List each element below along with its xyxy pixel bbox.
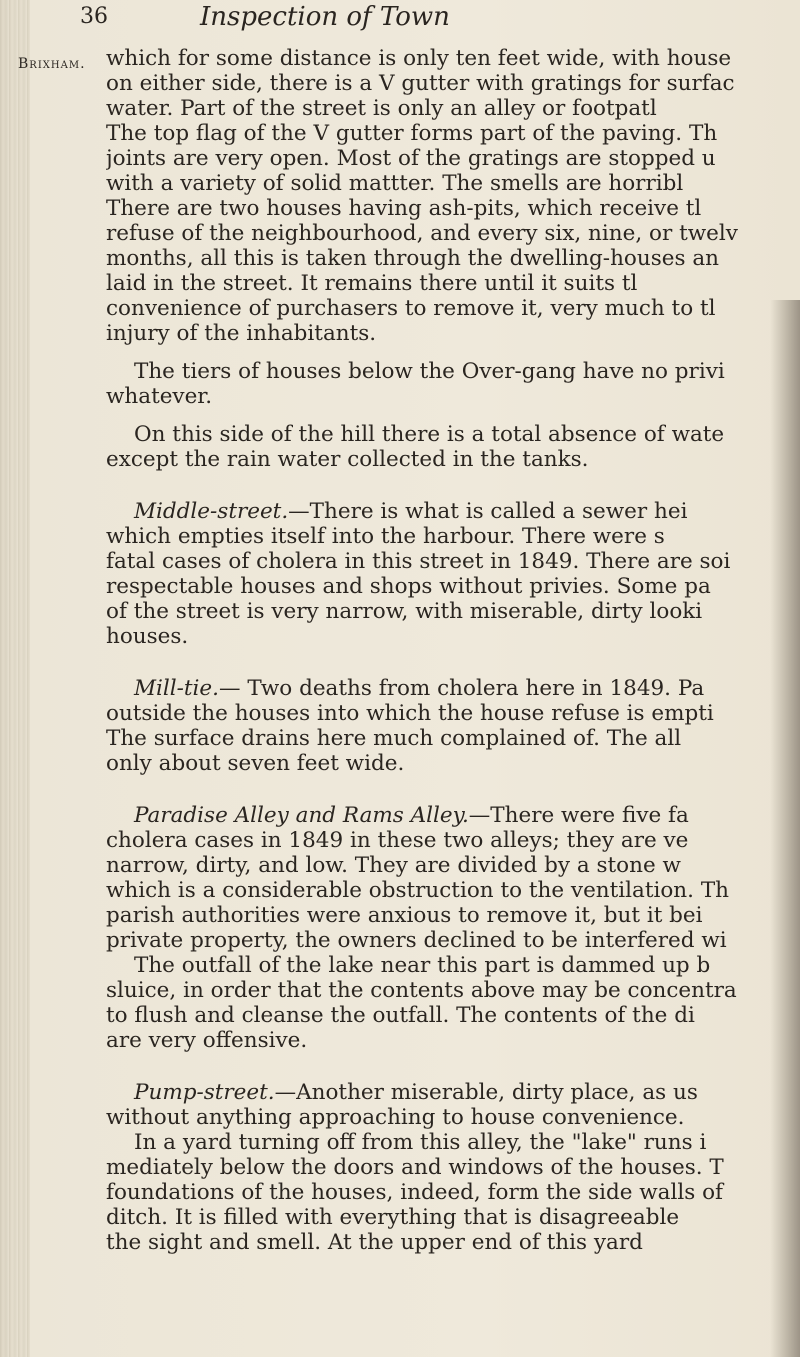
paragraph-pump-street bbox=[106, 1080, 800, 1255]
text-line: injury of the inhabitants. bbox=[106, 321, 377, 346]
text-line: narrow, dirty, and low. They are divided by a stone w bbox=[106, 853, 681, 878]
text-line: without anything approaching to house convenience. bbox=[106, 1105, 685, 1130]
book-binding-shadow bbox=[0, 0, 30, 1357]
text-line: sluice, in order that the contents above may be concentra bbox=[106, 978, 737, 1003]
section-heading: Paradise Alley and Rams Alley. bbox=[134, 803, 469, 828]
text-line: with a variety of solid mattter. The smells are horribl bbox=[106, 171, 684, 196]
text-line: parish authorities were anxious to remove it, but it bei bbox=[106, 903, 703, 928]
text-line: which for some distance is only ten feet wide, with house bbox=[106, 46, 732, 71]
text-line: The tiers of houses below the Over-gang have no privi bbox=[134, 359, 725, 384]
paragraph-2 bbox=[106, 359, 800, 409]
page-number: 36 bbox=[80, 4, 108, 29]
text-line: private property, the owners declined to be interfered wi bbox=[106, 928, 727, 953]
text-line: The surface drains here much complained of. The all bbox=[106, 726, 682, 751]
text-line: joints are very open. Most of the gratings are stopped u bbox=[106, 146, 716, 171]
text-line: which empties itself into the harbour. There were s bbox=[106, 524, 665, 549]
text-line: foundations of the houses, indeed, form the side walls of bbox=[106, 1180, 724, 1205]
text-line: respectable houses and shops without privies. Some pa bbox=[106, 574, 711, 599]
text-line: outside the houses into which the house refuse is empti bbox=[106, 701, 714, 726]
text-line: water. Part of the street is only an alley or footpatl bbox=[106, 96, 657, 121]
page-header bbox=[0, 0, 800, 44]
text-line bbox=[106, 1080, 800, 1105]
paragraph-mill-tie bbox=[106, 676, 800, 776]
paragraph-paradise-alley bbox=[106, 803, 800, 1053]
body-text bbox=[106, 46, 800, 1255]
text-line: are very offensive. bbox=[106, 1028, 308, 1053]
text-line: whatever. bbox=[106, 384, 213, 409]
text-line: on either side, there is a V gutter with gratings for surfac bbox=[106, 71, 735, 96]
text-line: refuse of the neighbourhood, and every six, nine, or twelv bbox=[106, 221, 738, 246]
paragraph-3 bbox=[106, 422, 800, 472]
section-heading: Middle-street. bbox=[134, 499, 289, 524]
text-line: fatal cases of cholera in this street in 1849. There are soi bbox=[106, 549, 731, 574]
text-line bbox=[106, 676, 800, 701]
text-line-rest: — Two deaths from cholera here in 1849. Pa bbox=[218, 676, 705, 701]
text-line-rest: —There is what is called a sewer hei bbox=[288, 499, 688, 524]
text-line-rest: —Another miserable, dirty place, as us bbox=[274, 1080, 698, 1105]
side-heading: Brixham. bbox=[18, 56, 86, 72]
text-line: houses. bbox=[106, 624, 189, 649]
text-line: convenience of purchasers to remove it, very much to tl bbox=[106, 296, 716, 321]
text-line: to flush and cleanse the outfall. The contents of the di bbox=[106, 1003, 695, 1028]
text-line: On this side of the hill there is a total absence of wate bbox=[134, 422, 725, 447]
running-title: Inspection of Town bbox=[200, 2, 450, 32]
text-line: which is a considerable obstruction to the ventilation. Th bbox=[106, 878, 730, 903]
text-line: The top flag of the V gutter forms part of the paving. Th bbox=[106, 121, 718, 146]
text-line: except the rain water collected in the tanks. bbox=[106, 447, 589, 472]
text-line-rest: —There were five fa bbox=[468, 803, 689, 828]
text-line: There are two houses having ash-pits, which receive tl bbox=[106, 196, 702, 221]
text-line bbox=[106, 499, 800, 524]
text-line: the sight and smell. At the upper end of this yard bbox=[106, 1230, 643, 1255]
paragraph-1 bbox=[106, 46, 800, 346]
paragraph-middle-street bbox=[106, 499, 800, 649]
text-line: only about seven feet wide. bbox=[106, 751, 405, 776]
section-heading: Pump-street. bbox=[134, 1080, 275, 1105]
text-line: mediately below the doors and windows of the houses. T bbox=[106, 1155, 724, 1180]
text-line: In a yard turning off from this alley, the "lake" runs i bbox=[134, 1130, 707, 1155]
text-line bbox=[106, 803, 800, 828]
text-line: laid in the street. It remains there until it suits tl bbox=[106, 271, 638, 296]
text-line: The outfall of the lake near this part is dammed up b bbox=[134, 953, 711, 978]
text-line: of the street is very narrow, with miserable, dirty looki bbox=[106, 599, 703, 624]
section-heading: Mill-tie. bbox=[134, 676, 219, 701]
text-line: months, all this is taken through the dwelling-houses an bbox=[106, 246, 720, 271]
text-line: cholera cases in 1849 in these two alleys; they are ve bbox=[106, 828, 689, 853]
text-line: ditch. It is filled with everything that is disagreeable bbox=[106, 1205, 680, 1230]
